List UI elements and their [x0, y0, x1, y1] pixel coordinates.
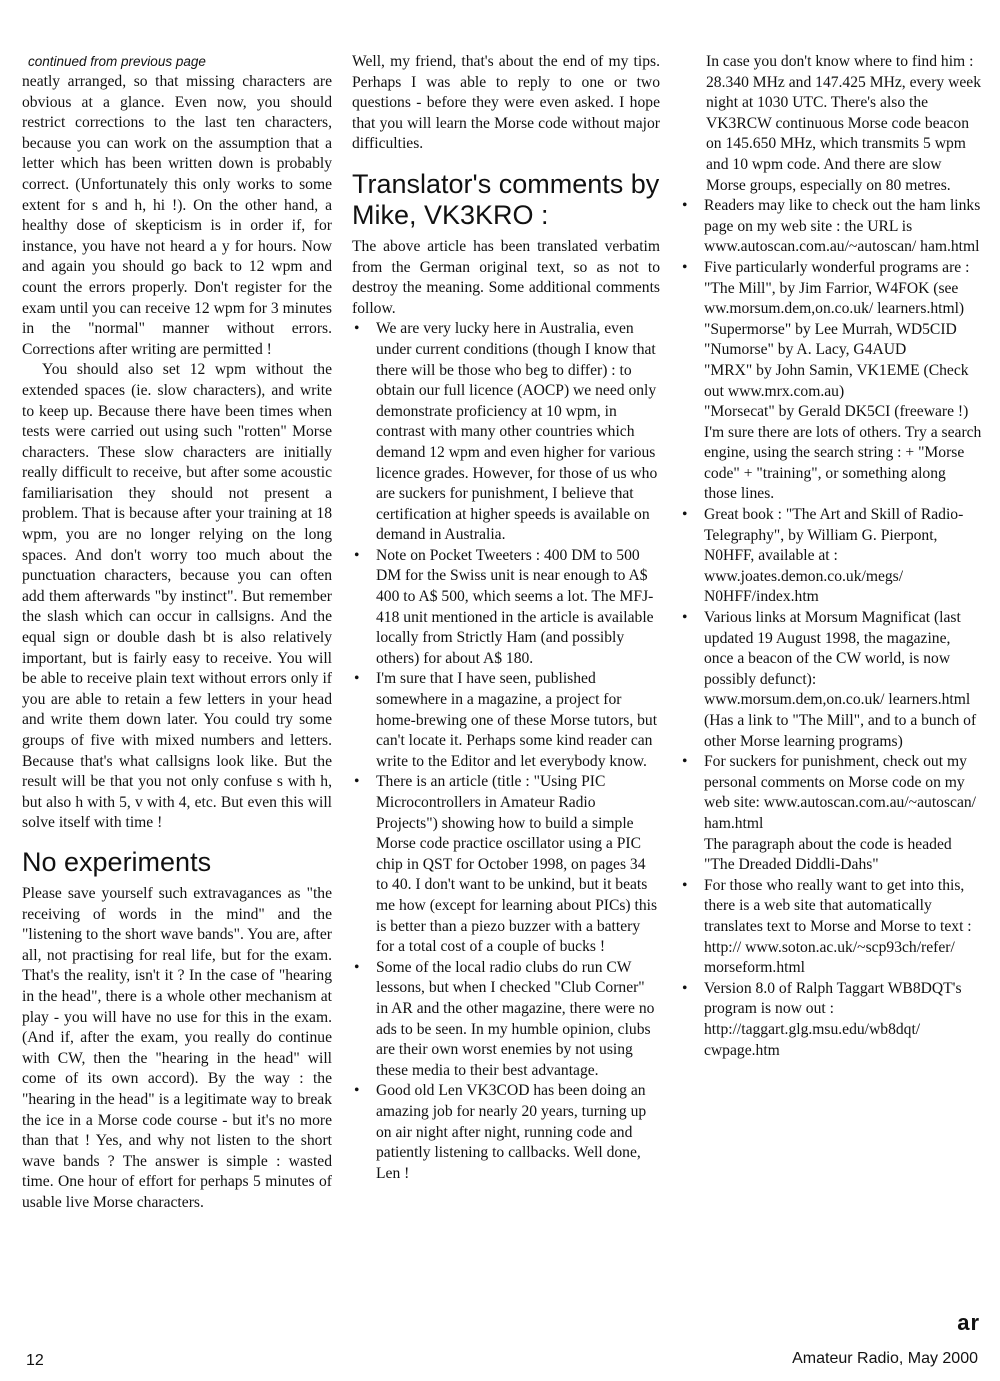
- bullet-icon: •: [354, 1082, 360, 1100]
- paragraph: Well, my friend, that's about the end of my tips. Perhaps I was able to reply to one or two questions - before they were even asked. I hope that you will learn the Morse code without major difficulties.: [352, 53, 660, 153]
- paragraph: neatly arranged, so that missing characters are obvious at a glance. Even now, you should restrict corrections to the last ten characters, because you can work on the assumption that a letter which has been written down is probably correct. (Unfortunately this only works to some extent for s and h, hi !). On the other hand, a healthy dose of skepticism is in order if, for instance, you have not heard a y for hours. Now and again you should go back to 12 wpm and count the errors properly. Don't register for the exam until you can receive 12 wpm for 3 minutes in the "normal" manner without errors. Corrections after writing are permitted !: [22, 73, 332, 358]
- paragraph: Please save yourself such extravagances as "the receiving of words in the mind" and the "listening to the short wave bands". You are, after all, not practising for real life, but for the exam. That's the reality, isn't it ? In the case of "hearing in the head", there is a whole other mechanism at play - you will have no use for this in the exam. (And if, after the exam, you really do continue with CW, then the "hearing in the head" will come of its own accord). By the way : the "hearing in the head" is a legitimate way to break the ice in a Morse code course - but it's no more than that ! Yes, and why not listen to the short wave bands ? The answer is simple : wasted time. One hour of effort for perhaps 5 minutes of usable live Morse characters.: [22, 884, 332, 1211]
- program-item: "Supermorse" by Lee Murrah, WD5CID: [704, 320, 957, 338]
- section-heading-no-experiments: No experiments: [22, 846, 212, 877]
- list-item: • Good old Len VK3COD has been doing an amazing job for nearly 20 years, turning up on air night after night, running code and patiently listening to callbacks. Well done, Len !: [354, 1082, 647, 1182]
- list-item: • For suckers for punishment, check out my personal comments on Morse code on my web site: www.autoscan.com.au/~autoscan/ ham.html The paragraph about the code is headed "The Dreaded Diddli-Dahs": [680, 752, 982, 876]
- list-item: • Various links at Morsum Magnificat (last updated 19 August 1998, the magazine, once a beacon of the CW world, is now possibly defunct): www.morsum.dem,on.co.uk/ learners.html (Has a link to "The Mill", and to a bunch of other Morse learning programs): [680, 608, 982, 752]
- bullet-icon: •: [682, 506, 688, 524]
- list-item: • Note on Pocket Tweeters : 400 DM to 500 DM for the Swiss unit is near enough to A$ 400 to A$ 500, which seems a lot. The MFJ-418 unit mentioned in the article is available locally from Strictly Ham (and possibly others) for about A$ 180.: [354, 546, 654, 667]
- list-note: (Has a link to "The Mill", and to a bunch of other Morse learning programs): [704, 712, 977, 750]
- continued-note: continued from previous page: [28, 54, 206, 69]
- comment-list: [680, 196, 982, 1061]
- list-item: • I'm sure that I have seen, published somewhere in a magazine, a project for home-brewing one of these Morse tutors, but can't locate it. Perhaps some kind reader can write to the Editor and let everybody know.: [354, 670, 658, 770]
- bullet-icon: •: [682, 753, 688, 771]
- program-item: "The Mill", by Jim Farrior, W4FOK (see ww.morsum.dem,on.co.uk/ learners.html): [704, 279, 965, 318]
- bullet-icon: •: [682, 876, 688, 894]
- list-item: • Readers may like to check out the ham links page on my web site : the URL is www.autoscan.com.au/~autoscan/ ham.html: [682, 197, 981, 256]
- ar-logo: ar: [957, 1310, 980, 1335]
- program-note: I'm sure there are lots of others. Try a search engine, using the search string : + "Morse code" + "training", or something along those lines.: [704, 423, 982, 503]
- list-item: • Five particularly wonderful programs are : "The Mill", by Jim Farrior, W4FOK (see ww.morsum.dem,on.co.uk/ learners.html) "Supermorse" by Lee Murrah, WD5CID "Numorse" by A. Lacy, G4AUD "MRX" by John Samin, VK1EME (Check out www.mrx.com.au) "Morsecat" by Gerald DK5CI (freeware !) I'm sure there are lots of others. Try a search engine, using the search string : + "Morse code" + "training", or something along those lines.: [680, 258, 982, 505]
- column-3: [680, 52, 982, 1061]
- paragraph: The above article has been translated verbatim from the German original text, so as not to destroy the meaning. Some additional comments follow.: [352, 237, 660, 317]
- bullet-icon: •: [682, 197, 688, 215]
- list-item: • We are very lucky here in Australia, even under current conditions (though I know that there will be those who beg to differ) : to obtain our full licence (AOCP) we need only demonstrate proficiency at 10 wpm, in contrast with many other countries which demand 12 wpm and even higher for various licence grades. However, for those of us who are suckers for punishment, I believe that certification at higher speeds is available on demand in Australia.: [354, 320, 658, 544]
- list-note: The paragraph about the code is headed "The Dreaded Diddli-Dahs": [704, 835, 952, 874]
- paragraph: In case you don't know where to find him : 28.340 MHz and 147.425 MHz, every week night at 1030 UTC. There's also the VK3RCW continuous Morse code beacon on 145.650 MHz, which transmits 5 wpm and 10 wpm code. And there are slow Morse groups, especially on 80 metres.: [706, 53, 981, 194]
- column-2: [352, 52, 660, 1184]
- list-item: • For those who really want to get into this, there is a web site that automatically translates text to Morse and Morse to text : http:// www.soton.ac.uk/~scp93ch/refer/ morseform.html: [682, 876, 972, 977]
- bullet-icon: •: [354, 670, 360, 688]
- bullet-icon: •: [354, 958, 360, 976]
- program-item: "Numorse" by A. Lacy, G4AUD: [704, 341, 907, 359]
- paragraph: You should also set 12 wpm without the extended spaces (ie. slow characters), and write to keep up. Because there have been times when tests were carried out using such "rotten" Morse characters. These slow characters are initially really difficult to receive, but after some acoustic familiarisation they should not present a problem. That is because after your training at 18 wpm, you are no longer relying on the long spaces. And don't worry too much about the punctuation characters, because you can often add them afterwards "by instinct". But remember the slash which can occur in callsigns. And the equal sign or double dash bt is also relatively important, but is fairly easy to receive. You will be able to receive plain text without errors only if you are able to retain a few letters in your head and write them down later. You could try some groups of five with mixed numbers and letters. Because that's what callsigns look like. But the result will be that you not only confuse s with h, but also h with 5, v with 4, etc. But even this will solve itself with time !: [22, 361, 332, 832]
- program-item: "Morsecat" by Gerald DK5CI (freeware !): [704, 403, 969, 421]
- bullet-icon: •: [682, 979, 688, 997]
- comment-list: [352, 319, 660, 1184]
- list-item: • There is an article (title : "Using PIC Microcontrollers in Amateur Radio Projects") showing how to build a simple Morse code practice oscillator using a PIC chip in QST for October 1998, on pages 34 to 40. I don't want to be unkind, but it beats me how (except for learning about PICs) this is better than a piezo buzzer with a battery for a total cost of a couple of bucks !: [354, 773, 658, 956]
- list-item: • Version 8.0 of Ralph Taggart WB8DQT's program is now out : http://taggart.glg.msu.edu/wb8dqt/ cwpage.htm: [682, 979, 962, 1059]
- publication-footer: Amateur Radio, May 2000: [792, 1350, 978, 1367]
- section-heading-translators-comments: Translator's comments by Mike, VK3KRO :: [352, 168, 660, 230]
- bullet-icon: •: [354, 320, 360, 338]
- bullet-icon: •: [682, 258, 688, 276]
- page-number: 12: [26, 1352, 44, 1369]
- bullet-icon: •: [354, 546, 360, 564]
- list-item: • Some of the local radio clubs do run CW lessons, but when I checked "Club Corner" in AR and the other magazine, there were no ads to be seen. In my humble opinion, clubs are their own worst enemies by not using these media to their best advantage.: [354, 958, 655, 1079]
- program-item: "MRX" by John Samin, VK1EME (Check out www.mrx.com.au): [704, 361, 969, 400]
- bullet-icon: •: [354, 773, 360, 791]
- column-1: [22, 52, 332, 1213]
- list-item: • Great book : "The Art and Skill of Radio-Telegraphy", by William G. Pierpont, N0HFF, available at : www.joates.demon.co.uk/megs/ N0HFF/index.htm: [682, 506, 964, 606]
- bullet-icon: •: [682, 609, 688, 627]
